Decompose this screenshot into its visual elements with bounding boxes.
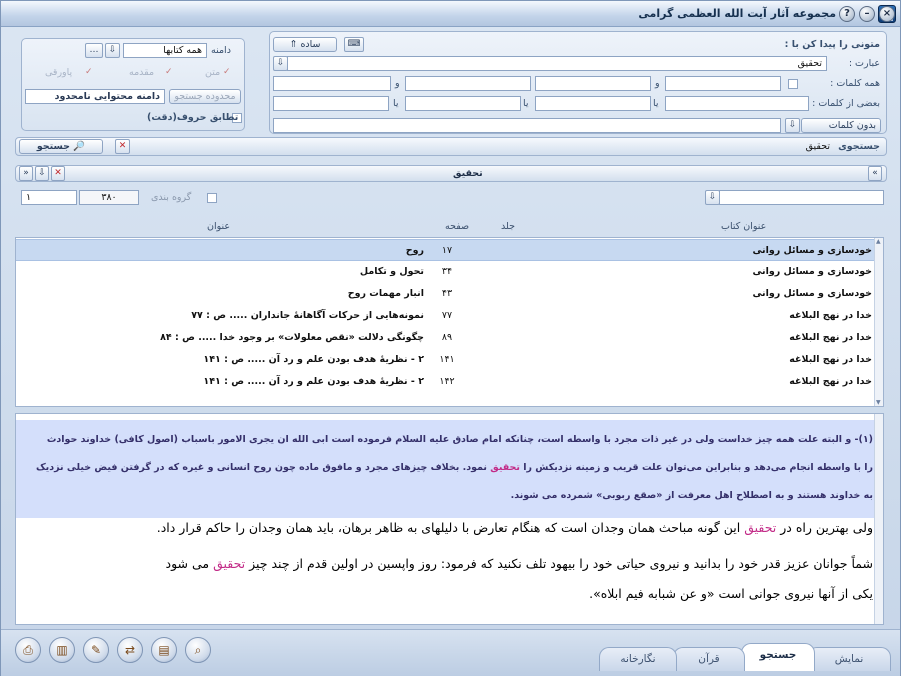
results-table — [15, 237, 884, 407]
some-words-input-2[interactable] — [535, 96, 651, 111]
row-title: ۲ - نظریهٔ هدف بودن علم و رد آن ..... ص : ۱۴۱ — [203, 354, 424, 365]
column-title[interactable]: عنوان — [207, 221, 231, 232]
text-scrollbar[interactable] — [874, 414, 883, 624]
option-footnote-label: پاورقی — [45, 67, 73, 78]
scope-label: دامنه — [211, 45, 231, 56]
some-words-label: بعضی از کلمات : — [812, 98, 880, 109]
title-bar — [1, 1, 900, 27]
row-book: خودسازی و مسائل روانی — [752, 288, 872, 299]
row-page: ۷۷ — [441, 310, 453, 321]
group-label: گروه بندی — [151, 192, 192, 203]
zoom-icon[interactable]: ⌕ — [185, 637, 211, 663]
some-words-input-1[interactable] — [665, 96, 809, 111]
scope-select[interactable]: همه کتابها — [123, 43, 207, 58]
without-words-input[interactable] — [273, 118, 781, 133]
body-line-3: یکی از آنها نیروی جوانی است «و عن شبابه فیم ابلاه». — [589, 586, 873, 601]
notes-icon[interactable]: ▤ — [151, 637, 177, 663]
close-results-icon[interactable]: ✕ — [51, 166, 65, 181]
page-number-input[interactable]: ۱ — [21, 190, 77, 205]
or-label-2: یا — [523, 98, 529, 109]
search-term-label: جستجوی — [838, 141, 880, 152]
results-scrollbar[interactable] — [874, 238, 883, 406]
scope-more-button[interactable]: … — [85, 43, 103, 58]
search-button[interactable]: 🔎 جستجو — [19, 139, 103, 154]
row-book: خودسازی و مسائل روانی — [752, 266, 872, 277]
text-check-icon[interactable]: ✓ — [223, 67, 231, 77]
row-page: ۴۳ — [441, 288, 453, 299]
group-checkbox[interactable] — [207, 193, 217, 203]
phrase-dropdown-icon[interactable]: ⇩ — [273, 56, 288, 71]
table-row[interactable] — [16, 261, 876, 283]
text-viewer — [15, 413, 884, 625]
row-page: ۱۴۱ — [439, 354, 455, 365]
row-title: ۲ - نظریهٔ هدف بودن علم و رد آن ..... ص : ۱۴۱ — [203, 376, 424, 387]
search-range-button[interactable]: محدوده جستجو — [169, 89, 241, 104]
without-words-dropdown-icon[interactable]: ⇩ — [785, 118, 800, 133]
tab-quran[interactable]: قرآن — [673, 647, 745, 671]
table-row[interactable] — [16, 239, 876, 261]
help-icon[interactable]: ? — [839, 6, 855, 22]
all-words-input-2[interactable] — [535, 76, 651, 91]
search-command-bar — [15, 137, 887, 156]
search-range-value: دامنه محتوایی نامحدود — [25, 89, 165, 104]
tab-display[interactable]: نمایش — [807, 647, 891, 671]
tab-gallery[interactable]: نگارخانه — [599, 647, 677, 671]
body-line-1: ولی بهترین راه در تحقیق این گونه مباحث همان وجدان است که هنگام تعارض با دلیلهای به ظاهر برهان، باید همان وجدان را حاکم قرار داد. — [156, 520, 873, 535]
column-volume[interactable]: جلد — [501, 221, 516, 232]
expand-icon[interactable]: » — [19, 166, 33, 181]
row-page: ۱۷ — [441, 245, 453, 256]
column-book[interactable]: عنوان کتاب — [721, 221, 767, 232]
row-title: روح — [405, 245, 424, 256]
footnote-line-1: (۱)- و البته علت همه چیز خداست ولی در غیر ذات مجرد با واسطه است، چنانکه امام صادق علیه السلام فرموده است ابی الله ان یجری الامور باسباب (اصول کافی) خداوند حوادث — [46, 434, 873, 445]
results-title: تحقیق — [453, 168, 483, 179]
results-count: ۳۸۰ — [79, 190, 139, 205]
footnote-line-3: به خداوند هستند و به اصطلاح اهل معرفت از «صقع ربوبی» شمرده می شوند. — [510, 490, 873, 501]
scope-dropdown-icon[interactable]: ⇩ — [105, 43, 120, 58]
row-book: خدا در نهج البلاغه — [789, 310, 872, 321]
all-words-label: همه کلمات : — [830, 78, 880, 89]
table-row[interactable] — [16, 371, 876, 393]
row-book: خدا در نهج البلاغه — [789, 332, 872, 343]
export-icon[interactable]: ⇄ — [117, 637, 143, 663]
all-words-input-4[interactable] — [273, 76, 391, 91]
footnote-check-icon[interactable]: ✓ — [85, 67, 93, 77]
and-label: و — [655, 78, 660, 89]
row-title: نمونه‌هایی از حرکات آگاهانهٔ جانداران ..... ص : ۷۷ — [191, 310, 424, 321]
intro-check-icon[interactable]: ✓ — [165, 67, 173, 77]
row-page: ۳۴ — [441, 266, 453, 277]
all-words-input-3[interactable] — [405, 76, 531, 91]
filter-dropdown-icon[interactable]: ⇩ — [705, 190, 720, 205]
exact-match-label: تطابق حروف(دقت) — [147, 112, 239, 123]
search-hit: تحقیق — [744, 520, 777, 535]
clear-search-icon[interactable]: ✕ — [115, 139, 130, 154]
find-texts-label: متونی را پیدا کن با : — [784, 39, 880, 50]
all-words-input-1[interactable] — [665, 76, 781, 91]
keyboard-icon[interactable]: ⌨ — [344, 37, 364, 52]
table-row[interactable] — [16, 349, 876, 371]
search-term-value: تحقیق — [805, 141, 830, 152]
table-row[interactable] — [16, 305, 876, 327]
some-words-input-4[interactable] — [273, 96, 389, 111]
row-title: تحول و تکامل — [359, 266, 424, 277]
or-label: یا — [653, 98, 659, 109]
row-title: چگونگی دلالت «نقص معلولات» بر وجود خدا ..... ص : ۸۴ — [160, 332, 424, 343]
footnote-line-2: را با واسطه انجام می‌دهد و بنابراین می‌توان علت قریب و زمینه نزدیکش را تحقیق نمود. بخلاف چیزهای مجرد و مافوق ماده چون روح انسانی و غیره که در گرفتن فیض خیلی نزدیک — [35, 462, 873, 473]
close-icon[interactable]: × — [879, 6, 895, 22]
results-header-bar — [15, 165, 887, 182]
all-words-checkbox[interactable] — [788, 79, 798, 89]
search-hit: تحقیق — [213, 556, 246, 571]
without-words-select[interactable]: بدون کلمات — [801, 118, 881, 133]
down-arrow-icon[interactable]: ⇩ — [35, 166, 49, 181]
column-page[interactable]: صفحه — [445, 221, 470, 232]
row-book: خدا در نهج البلاغه — [789, 376, 872, 387]
row-page: ۱۴۲ — [439, 376, 455, 387]
tab-search[interactable]: جستجو — [741, 643, 815, 671]
option-text-label: متن — [205, 67, 221, 78]
books-icon[interactable]: ▥ — [49, 637, 75, 663]
edit-icon[interactable]: ✎ — [83, 637, 109, 663]
body-line-2: شماً جوانان عزیز قدر خود را بدانید و نیروی حیاتی خود را بیهود تلف نکنید که فرمود: روز واپسین در اولین قدم از چند چیز تحقیق می شود — [165, 556, 873, 571]
and-label-2: و — [395, 78, 400, 89]
search-hit: تحقیق — [490, 462, 520, 473]
row-title: انبار مهمات روح — [347, 288, 424, 299]
table-row[interactable] — [16, 283, 876, 305]
collapse-icon[interactable]: « — [868, 166, 882, 181]
some-words-input-3[interactable] — [405, 96, 521, 111]
minimize-icon[interactable]: – — [859, 6, 875, 22]
or-label-3: یا — [393, 98, 399, 109]
table-row[interactable] — [16, 327, 876, 349]
print-icon[interactable]: ⎙ — [15, 637, 41, 663]
phrase-input[interactable]: تحقیق — [287, 56, 827, 71]
search-mode-button[interactable]: ساده ⇑ — [273, 37, 337, 52]
window-title: مجموعه آثار آیت الله العظمی گرامی — [638, 7, 836, 20]
row-book: خدا در نهج البلاغه — [789, 354, 872, 365]
row-book: خودسازی و مسائل روانی — [752, 245, 872, 256]
option-intro-label: مقدمه — [129, 67, 155, 78]
phrase-label: عبارت : — [848, 58, 880, 69]
row-page: ۸۹ — [441, 332, 453, 343]
filter-input[interactable] — [719, 190, 884, 205]
